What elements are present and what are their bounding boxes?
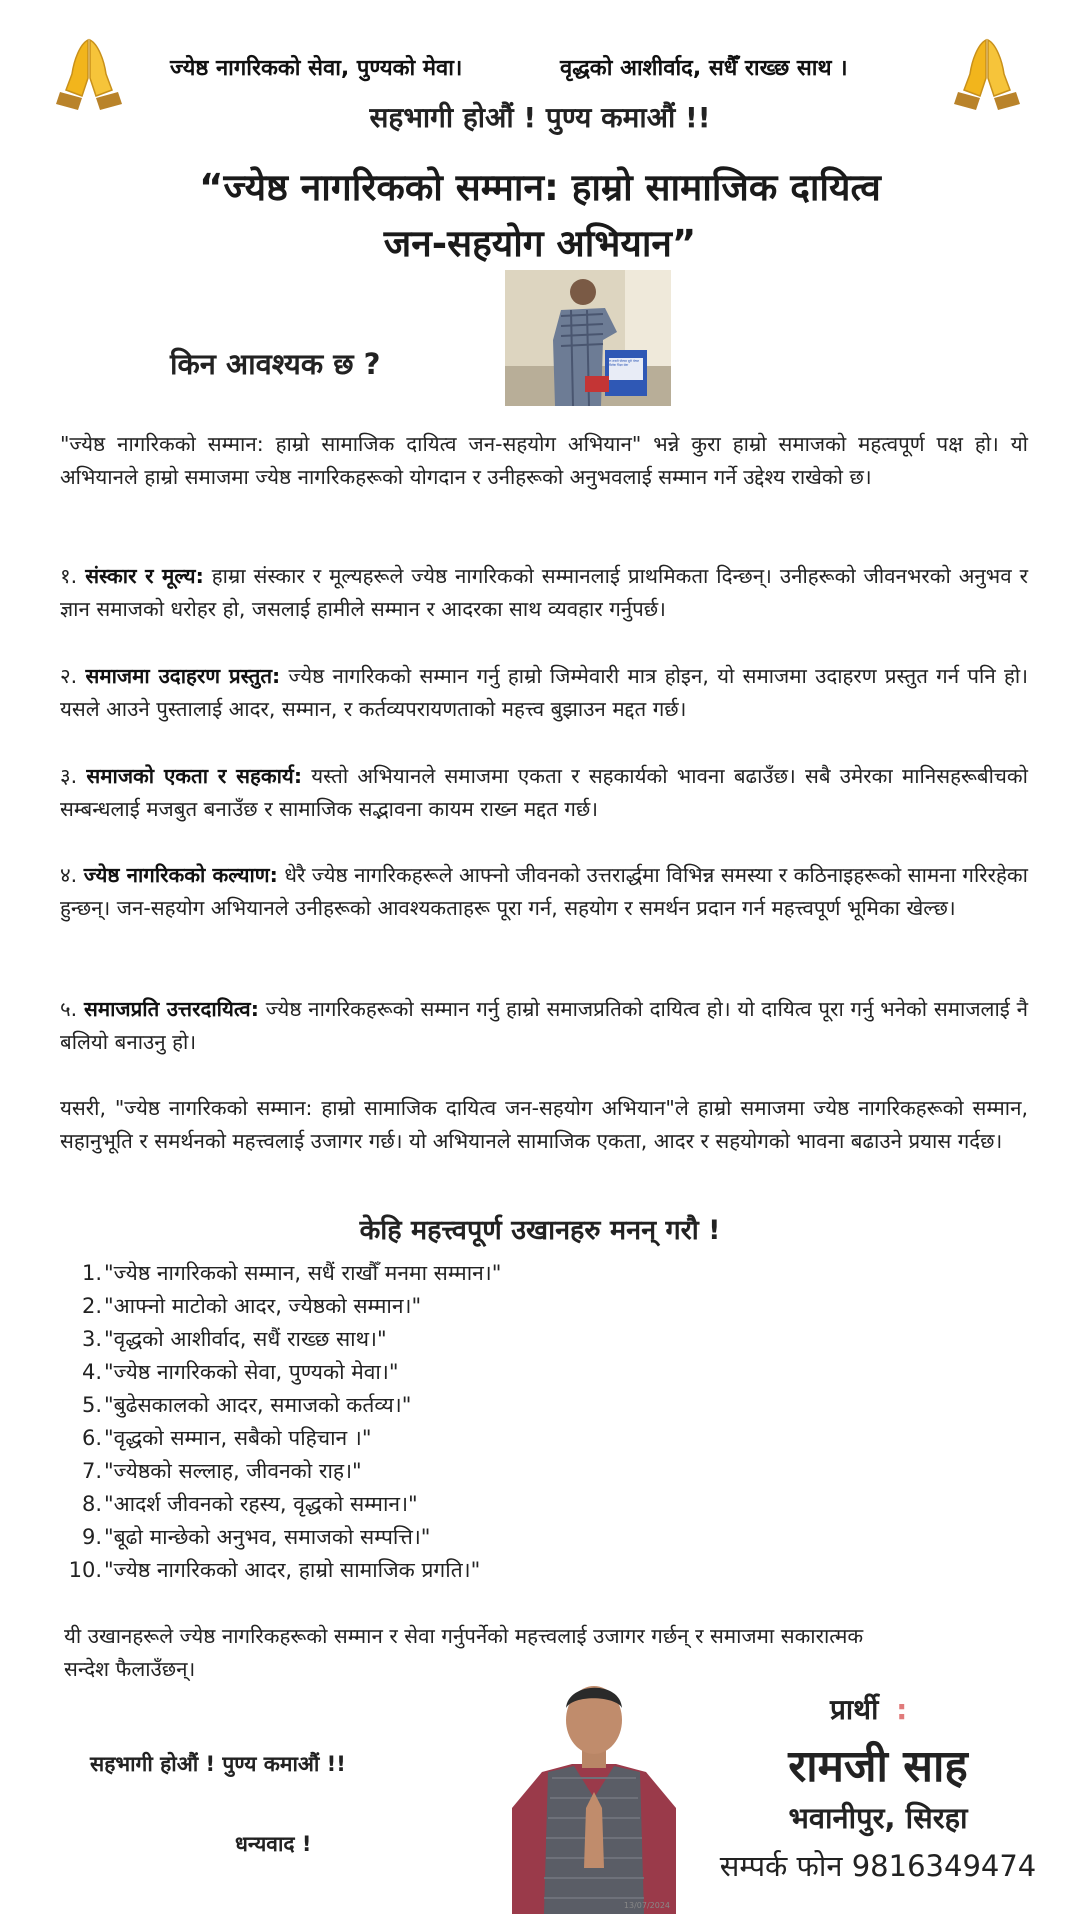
point-5 <box>60 993 1028 1059</box>
point-text: यस्तो अभियानले समाजमा एकता र सहकार्यको भावना बढाउँछ। सबै उमेरका मानिसहरूबीचको सम्बन्धलाई मजबुत बनाउँछ र सामाजिक सद्भावना कायम राख्न मद्दत गर्छ। <box>60 764 1028 821</box>
sayings-list <box>62 1257 501 1587</box>
candidate-photo <box>512 1668 676 1914</box>
point-number: ५. <box>60 997 78 1021</box>
conclusion-paragraph: यसरी, "ज्येष्ठ नागरिकको सम्मान: हाम्रो सामाजिक दायित्व जन-सहयोग अभियान"ले हाम्रो समाजमा ज्येष्ठ नागरिकहरूको सम्मान, सहानुभूति र समर्थनको महत्त्वलाई उजागर गर्छ। यो अभियानले सामाजिक एकता, आदर र सहयोगको भावना बढाउने प्रयास गर्दछ। <box>60 1096 1028 1153</box>
point-number: १. <box>60 564 78 588</box>
point-title: संस्कार र मूल्य: <box>85 564 204 588</box>
point-1 <box>60 560 1028 626</box>
list-item: 9. "बूढो मान्छेको अनुभव, समाजको सम्पत्ति।" <box>81 1525 431 1549</box>
point-text: धेरै ज्येष्ठ नागरिकहरूले आफ्नो जीवनको उत्तरार्द्धमा विभिन्न समस्या र कठिनाइहरूको सामना गरिरहेका हुन्छन्। जन-सहयोग अभियानले उनीहरूको आवश्यकताहरू पूरा गर्न, सहयोग र समर्थन प्रदान गर्न महत्त्वपूर्ण भूमिका खेल्छ। <box>60 863 1028 920</box>
list-item: 7. "ज्येष्ठको सल्लाह, जीवनको राह।" <box>81 1459 362 1483</box>
list-item: 3. "वृद्धको आशीर्वाद, सधैं राख्छ साथ।" <box>81 1327 387 1351</box>
point-text: हाम्रा संस्कार र मूल्यहरूले ज्येष्ठ नागरिकको सम्मानलाई प्राथमिकता दिन्छन्। उनीहरूको जीवनभरको अनुभव र ज्ञान समाजको धरोहर हो, जसलाई हामीले सम्मान र आदरका साथ व्यवहार गर्नुपर्छ। <box>60 564 1028 621</box>
list-item: 6. "वृद्धको सम्मान, सबैको पहिचान ।" <box>81 1426 372 1450</box>
point-number: ४. <box>60 863 78 887</box>
list-item: 4. "ज्येष्ठ नागरिकको सेवा, पुण्यको मेवा।" <box>81 1360 399 1384</box>
list-item: 8. "आदर्श जीवनको रहस्य, वृद्धको सम्मान।" <box>81 1492 418 1516</box>
candidate-name: रामजी साह <box>788 1741 968 1792</box>
page-title <box>0 160 1080 272</box>
title-line-2: जन-सहयोग अभियान” <box>383 222 697 265</box>
list-item: 2. "आफ्नो माटोको आदर, ज्येष्ठको सम्मान।" <box>81 1294 422 1318</box>
point-text: ज्येष्ठ नागरिकहरूको सम्मान गर्नु हाम्रो समाजप्रतिको दायित्व हो। यो दायित्व पूरा गर्नु भनेको समाजलाई नै बलियो बनाउनु हो। <box>60 997 1028 1054</box>
point-text: ज्येष्ठ नागरिकको सम्मान गर्नु हाम्रो जिम्मेवारी मात्र होइन, यो समाजमा उदाहरण प्रस्तुत गर्न पनि हो। यसले आउने पुस्तालाई आदर, सम्मान, र कर्तव्यपरायणताको महत्त्व बुझाउन मद्दत गर्छ। <box>60 664 1028 721</box>
sayings-heading: केहि महत्त्वपूर्ण उखानहरु मनन् गरौ ! <box>359 1215 721 1246</box>
point-3 <box>60 760 1028 826</box>
photo-timestamp: 13/07/2024 <box>623 1901 670 1910</box>
point-number: ३. <box>60 764 78 788</box>
contact-phone: सम्पर्क फोन 9816349474 <box>719 1849 1037 1883</box>
candidate-label: प्रार्थी : <box>830 1693 908 1726</box>
point-title: ज्येष्ठ नागरिकको कल्याण: <box>83 863 278 887</box>
intro-paragraph: "ज्येष्ठ नागरिकको सम्मान: हाम्रो सामाजिक दायित्व जन-सहयोग अभियान" भन्ने कुरा हाम्रो समाजको महत्वपूर्ण पक्ष हो। यो अभियानले हाम्रो समाजमा ज्येष्ठ नागरिकहरूको योगदान र उनीहरूको अनुभवलाई सम्मान गर्ने उद्देश्य राखेको छ। <box>60 432 1028 489</box>
donation-box-label: रू लकरी पौल्यन्न सुरी भेषज मिलेक भिक्षा सेवा <box>609 359 639 367</box>
point-number: २. <box>60 664 78 688</box>
point-title: समाजमा उदाहरण प्रस्तुत: <box>85 664 281 688</box>
slogan-right: वृद्धको आशीर्वाद, सधैँ राख्छ साथ । <box>560 56 848 81</box>
title-line-1: “ज्येष्ठ नागरिकको सम्मान: हाम्रो सामाजिक दायित्व <box>199 166 881 209</box>
tagline: सहभागी होऔं ! पुण्य कमाऔं !! <box>369 101 711 134</box>
candidate-place: भवानीपुर, सिरहा <box>788 1801 968 1835</box>
list-item: 5. "बुढेसकालको आदर, समाजको कर्तव्य।" <box>81 1393 412 1417</box>
point-2 <box>60 660 1028 726</box>
point-4 <box>60 859 1028 925</box>
slogan-left: ज्येष्ठ नागरिकको सेवा, पुण्यको मेवा। <box>170 56 463 81</box>
point-title: समाजको एकता र सहकार्य: <box>86 764 303 788</box>
thanks-text: धन्यवाद ! <box>235 1832 312 1856</box>
why-heading: किन आवश्यक छ ? <box>170 347 381 381</box>
donation-photo <box>505 270 671 406</box>
point-title: समाजप्रति उत्तरदायित्व: <box>83 997 259 1021</box>
list-item: 1. "ज्येष्ठ नागरिकको सम्मान, सधैं राखौँ मनमा सम्मान।" <box>81 1261 502 1285</box>
list-item: 10. "ज्येष्ठ नागरिकको आदर, हाम्रो सामाजिक प्रगति।" <box>68 1558 481 1582</box>
footer-tagline: सहभागी होऔं ! पुण्य कमाऔं !! <box>90 1752 346 1776</box>
candidate-colon: : <box>896 1693 908 1726</box>
sayings-closing: यी उखानहरूले ज्येष्ठ नागरिकहरूको सम्मान र सेवा गर्नुपर्नेको महत्त्वलाई उजागर गर्छन् र समाजमा सकारात्मक सन्देश फैलाउँछन्। <box>64 1624 864 1681</box>
